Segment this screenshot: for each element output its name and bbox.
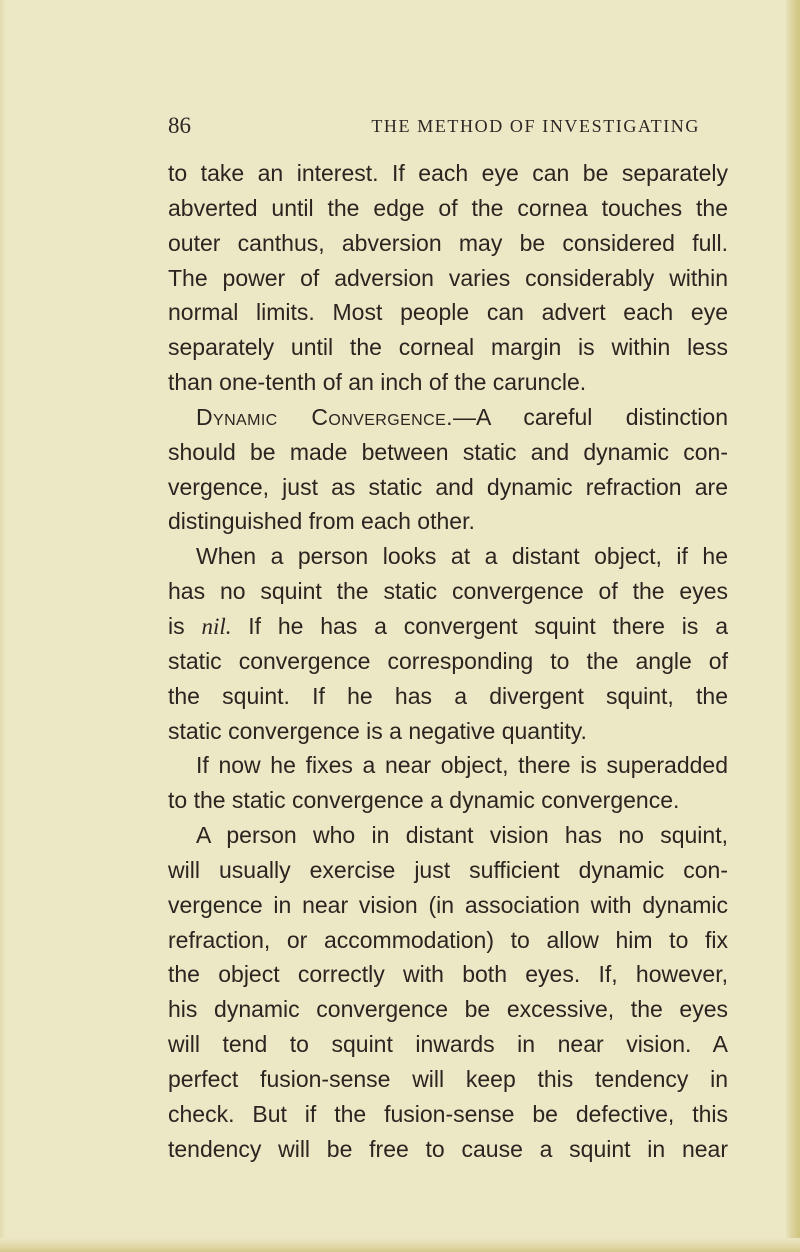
text-line: distinguished from each other. bbox=[168, 508, 475, 535]
italic-term: nil. bbox=[201, 613, 232, 639]
text-line: vergence in near vision (in association with dynamic bbox=[168, 891, 728, 918]
page-bottom-edge bbox=[0, 1238, 800, 1252]
text-line: static convergence corresponding to the angle of bbox=[168, 647, 728, 674]
text-line: refraction, or accommodation) to allow him to fix bbox=[168, 926, 728, 953]
text-line: perfect fusion-sense will keep this tendency in bbox=[168, 1065, 728, 1092]
section-heading-line bbox=[168, 400, 728, 435]
text-line: A person who in distant vision has no squint, bbox=[196, 822, 728, 849]
text-line: static convergence is a negative quantity. bbox=[168, 717, 587, 744]
page-right-edge bbox=[786, 0, 800, 1252]
text-line: normal limits. Most people can advert each eye bbox=[168, 299, 728, 326]
text-line: will usually exercise just sufficient dynamic con- bbox=[168, 856, 728, 883]
text-line: should be made between static and dynamic con- bbox=[168, 438, 728, 465]
text-line: his dynamic convergence be excessive, the eyes bbox=[168, 996, 728, 1023]
text-line: to the static convergence a dynamic convergence. bbox=[168, 787, 680, 814]
text-line: The power of adversion varies considerably within bbox=[168, 264, 728, 291]
page-header bbox=[168, 108, 700, 144]
text-line: When a person looks at a distant object, if he bbox=[196, 543, 728, 570]
text-line: has no squint the static convergence of the eyes bbox=[168, 578, 728, 605]
text-line: the squint. If he has a divergent squint, the bbox=[168, 682, 728, 709]
text-line-fragment: If he has a convergent squint there is a bbox=[248, 612, 729, 639]
text-line: check. But if the fusion-sense be defective, this bbox=[168, 1100, 728, 1127]
text-line: tendency will be free to cause a squint in near bbox=[168, 1135, 728, 1162]
section-heading: Dynamic Convergence. bbox=[196, 403, 453, 430]
text-line: than one-tenth of an inch of the caruncle. bbox=[168, 369, 587, 396]
page-left-edge bbox=[0, 0, 6, 1252]
text-line: abverted until the edge of the cornea touches the bbox=[168, 194, 728, 221]
text-line-fragment: —A careful distinction bbox=[452, 403, 728, 430]
text-line: vergence, just as static and dynamic refraction are bbox=[168, 473, 728, 500]
text-line: the object correctly with both eyes. If, however, bbox=[168, 961, 728, 988]
text-line: If now he fixes a near object, there is superadded bbox=[196, 752, 728, 779]
text-line-with-italic bbox=[168, 609, 728, 644]
text-line: outer canthus, abversion may be considered full. bbox=[168, 229, 728, 256]
text-line: will tend to squint inwards in near vision. A bbox=[168, 1031, 728, 1058]
body-text bbox=[168, 156, 728, 1166]
page-number: 86 bbox=[168, 113, 191, 138]
text-line-fragment: is bbox=[168, 612, 185, 639]
text-line: separately until the corneal margin is within less bbox=[168, 334, 728, 361]
running-head: THE METHOD OF INVESTIGATING bbox=[371, 116, 700, 136]
text-line: to take an interest. If each eye can be separately bbox=[168, 160, 728, 186]
